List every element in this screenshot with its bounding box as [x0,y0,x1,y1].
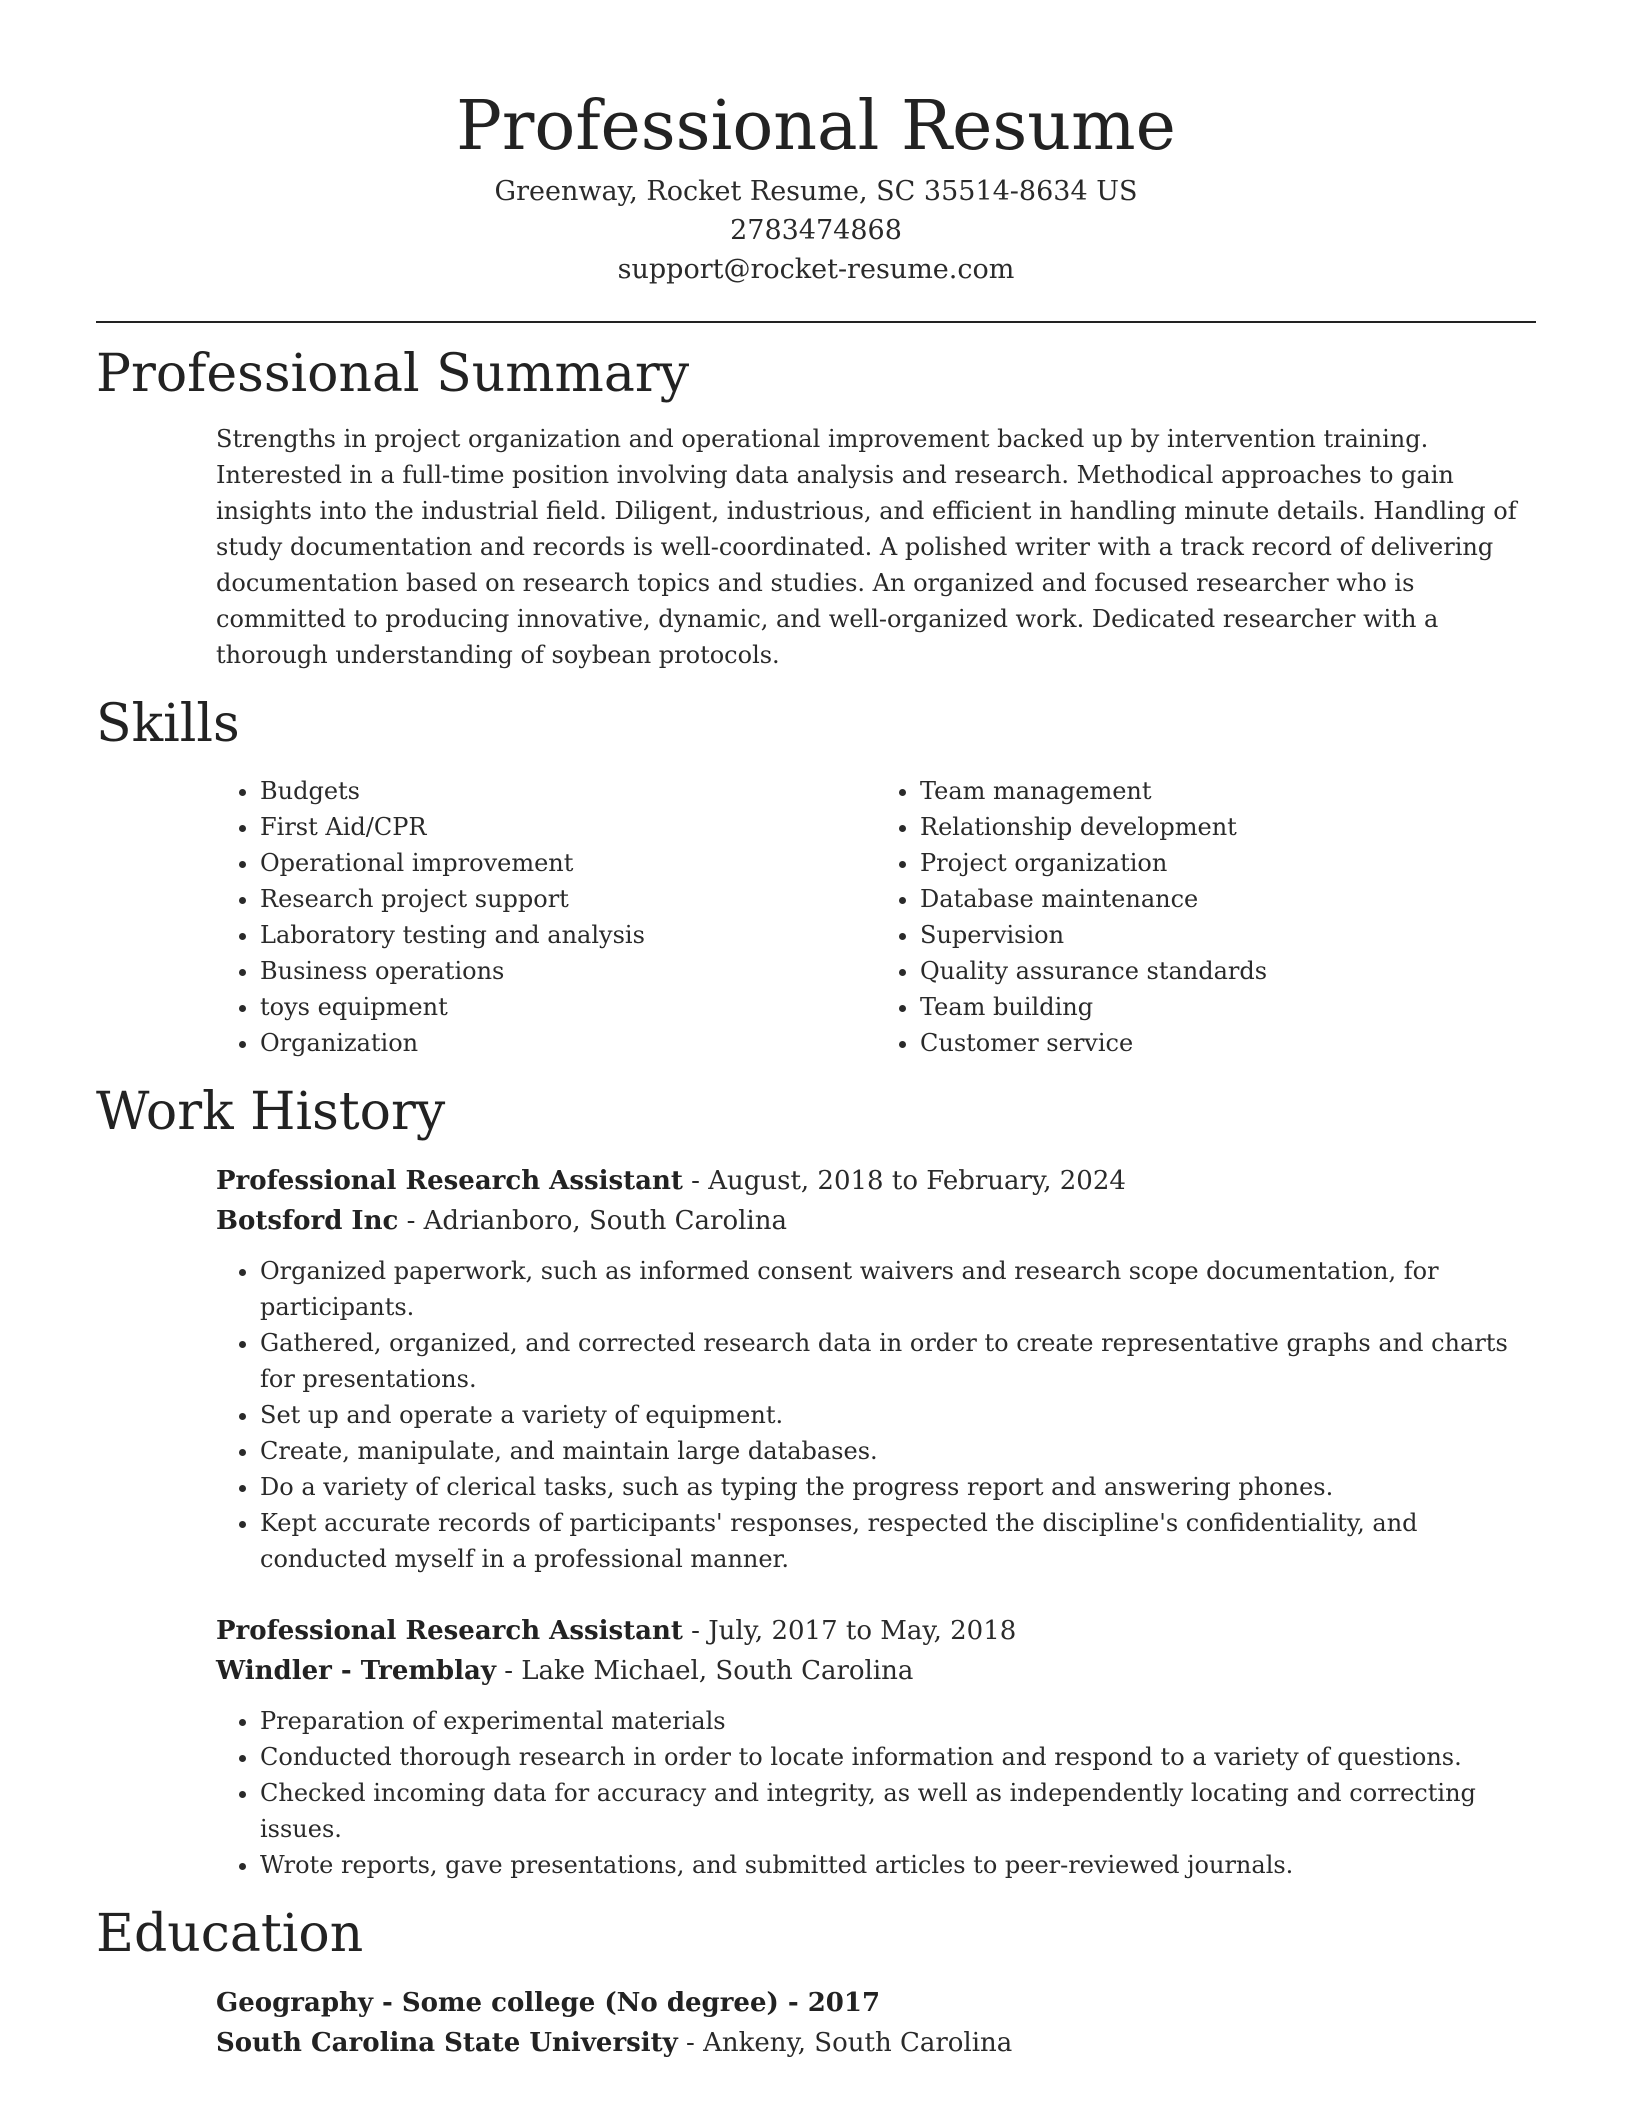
skill-item: • Budgets [260,773,876,809]
job-dates: - August, 2018 to February, 2024 [682,1166,1126,1196]
skill-item: • Quality assurance standards [920,953,1536,989]
resume-title: Professional Resume [456,87,1176,166]
skills-heading: Skills [96,694,240,754]
skill-item: • First Aid/CPR [260,809,876,845]
skill-item: • Project organization [920,845,1536,881]
job-entry [216,1611,1536,1883]
job-title: Professional Research Assistant [216,1616,683,1646]
education-section [96,1899,1536,2063]
skills-list-left [216,773,876,1061]
job-title: Professional Research Assistant [216,1166,683,1196]
education-school: South Carolina State University [216,2028,678,2058]
education-entry [216,1983,1536,2063]
job-company: Windler - Tremblay [216,1656,496,1686]
skill-item: • Organization [260,1025,876,1061]
skill-item: • Business operations [260,953,876,989]
skills-list-right [876,773,1536,1061]
job-location: - Lake Michael, South Carolina [495,1656,914,1686]
skill-item: • Database maintenance [920,881,1536,917]
address-text: Greenway, Rocket Resume, SC 35514-8634 US [494,176,1138,207]
skill-item: • Relationship development [920,809,1536,845]
skill-item: • Team management [920,773,1536,809]
job-company-line [216,1651,1536,1691]
job-title-line [216,1161,1536,1201]
job-title-line [216,1611,1536,1651]
work-history-section [96,1077,1536,1883]
summary-section [96,339,1536,673]
skill-item: • Team building [920,989,1536,1025]
resume-page [96,0,1536,2063]
summary-heading: Professional Summary [96,344,690,404]
work-history-heading: Work History [96,1082,446,1142]
job-entry [216,1161,1536,1577]
skills-section [96,689,1536,1061]
skill-item: • Laboratory testing and analysis [260,917,876,953]
education-location: - Ankeny, South Carolina [677,2028,1013,2058]
job-bullet: • Set up and operate a variety of equipment. [260,1397,1536,1433]
education-degree: Geography - Some college (No degree) - 2017 [216,1988,881,2018]
job-dates: - July, 2017 to May, 2018 [682,1616,1017,1646]
job-bullet: • Wrote reports, gave presentations, and submitted articles to peer-reviewed journals. [260,1847,1536,1883]
header-divider [96,321,1536,323]
education-school-line [216,2023,1536,2063]
job-bullet: • Checked incoming data for accuracy and integrity, as well as independently locating and correcting issues. [260,1775,1536,1847]
skill-item: • Supervision [920,917,1536,953]
job-bullets [216,1703,1536,1883]
job-bullet: • Do a variety of clerical tasks, such as typing the progress report and answering phones. [260,1469,1536,1505]
job-bullet: • Conducted thorough research in order to locate information and respond to a variety of questions. [260,1739,1536,1775]
summary-paragraph: Strengths in project organization and operational improvement backed up by intervention training. Interested in a full-time position involving data analysis and research. Methodical approaches to gain insights into the industrial field. Diligent, industrious, and efficient in handling minute details. Handling of study documentation and records is well-coordinated. A polished writer with a track record of delivering documentation based on research topics and studies. An organized and focused researcher who is committed to producing innovative, dynamic, and well-organized work. Dedicated researcher with a thorough understanding of soybean protocols. [216,425,1517,669]
job-bullets [216,1253,1536,1577]
job-bullet: • Organized paperwork, such as informed consent waivers and research scope documentation, for participants. [260,1253,1536,1325]
job-company: Botsford Inc [216,1206,399,1236]
job-company-line [216,1201,1536,1241]
skill-item: • Customer service [920,1025,1536,1061]
job-location: - Adrianboro, South Carolina [398,1206,787,1236]
skill-item: • Operational improvement [260,845,876,881]
education-heading: Education [96,1904,364,1964]
job-bullet: • Create, manipulate, and maintain large databases. [260,1433,1536,1469]
email-text: support@rocket-resume.com [617,254,1015,285]
skill-item: • toys equipment [260,989,876,1025]
job-bullet: • Kept accurate records of participants' responses, respected the discipline's confidentiality, and conducted myself in a professional manner. [260,1505,1536,1577]
contact-info [96,172,1536,289]
skill-item: • Research project support [260,881,876,917]
job-bullet: • Preparation of experimental materials [260,1703,1536,1739]
skills-grid [216,773,1536,1061]
resume-header [96,0,1536,289]
job-bullet: • Gathered, organized, and corrected research data in order to create representative graphs and charts for presentations. [260,1325,1536,1397]
phone-text: 2783474868 [730,215,902,246]
